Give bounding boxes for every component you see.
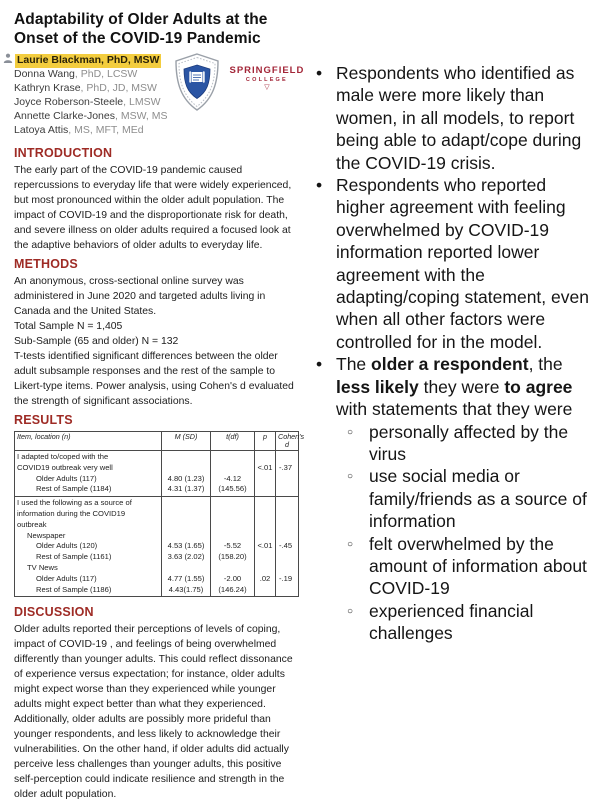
table-line: Rest of Sample (1186) (36, 584, 112, 594)
key-findings-column (309, 62, 589, 645)
poster-title: Adaptability of Older Adults at the Onset of the COVID-19 Pandemic (14, 11, 268, 48)
col-header-msd: M (SD) (162, 431, 211, 450)
discussion-heading: DISCUSSION (14, 605, 94, 620)
table-line: Rest of Sample (1184) (36, 484, 112, 494)
key-finding-item (309, 174, 589, 353)
table-row-information-sources (15, 497, 299, 597)
key-finding-item (309, 62, 589, 174)
results-heading: RESULTS (14, 412, 73, 427)
table-value: 4.53 (1.65) (167, 541, 205, 551)
col-header-cohens-d: Cohen's d (276, 431, 299, 450)
table-value: -.19 (279, 573, 293, 583)
table-line: Rest of Sample (1161) (36, 552, 112, 562)
introduction-heading: INTRODUCTION (14, 145, 113, 160)
table-line: I adapted to/coped with the (17, 451, 109, 461)
col-header-p: p (255, 431, 276, 450)
table-value: -2.00 (223, 573, 242, 583)
table-value: 4.31 (1.37) (167, 484, 205, 494)
key-findings-list (309, 62, 589, 645)
table-line: Newspaper (27, 530, 66, 540)
table-value: -4.12 (223, 473, 242, 483)
methods-body-1: An anonymous, cross-sectional online survey was administered in June 2020 and targeted adults living in Canada and the United States. (14, 275, 266, 317)
tdf-cell (211, 450, 255, 496)
table-value: (145.56) (218, 484, 247, 494)
table-line: TV News (27, 562, 58, 572)
presenter-person-icon (3, 53, 13, 68)
key-finding-sub-item (345, 421, 589, 466)
author-line: Annette Clarke-Jones, MSW, MS (14, 109, 168, 122)
key-finding-sub-item (345, 533, 589, 600)
author-line: Latoya Attis, MS, MFT, MEd (14, 123, 144, 136)
p-cell (255, 497, 276, 597)
msd-cell (162, 497, 211, 597)
author-line: Joyce Roberson-Steele, LMSW (14, 95, 161, 108)
msd-cell (162, 450, 211, 496)
sub-sample-line: Sub-Sample (65 and older) N = 132 (14, 335, 179, 347)
table-value: 4.77 (1.55) (167, 573, 205, 583)
author-list (14, 53, 167, 137)
authors-and-logo-row (14, 53, 305, 137)
table-header-row (15, 431, 299, 450)
presenter-author[interactable] (3, 53, 167, 68)
poster-left-column (14, 10, 305, 802)
key-finding-text: Respondents who reported higher agreement with feeling overwhelmed by COVID-19 information reported lower agreement with the adapting/coping statement, even when all other factors were controlled for in the model. (336, 175, 589, 352)
table-line: Older Adults (120) (36, 541, 98, 551)
key-finding-text: Respondents who identified as male were more likely than women, in all models, to report being able to adapt/cope during the COVID-19 crisis. (336, 63, 582, 173)
table-line: Older Adults (117) (36, 473, 97, 483)
item-cell (15, 497, 162, 597)
wordmark-line1: SPRINGFIELD (229, 65, 305, 77)
key-finding-text: The older a respondent, the less likely they were to agree with statements that they were (336, 354, 573, 420)
table-value: <.01 (257, 541, 273, 551)
presenter-highlight: Laurie Blackman, PhD, MSW (17, 53, 160, 66)
table-value: 4.80 (1.23) (167, 473, 205, 483)
p-cell (255, 450, 276, 496)
total-sample-line: Total Sample N = 1,405 (14, 320, 123, 332)
item-cell (15, 450, 162, 496)
wordmark-triangle-icon: ▽ (264, 84, 270, 92)
wordmark-line2: COLLEGE (245, 77, 288, 84)
col-header-tdf: t(df) (211, 431, 255, 450)
table-line: Older Adults (117) (36, 573, 97, 583)
results-table (14, 431, 305, 598)
springfield-college-wordmark (229, 65, 304, 137)
methods-body-2: T-tests identified significant differences between the older adult subsample responses and the rest of the sample to Likert-type items. Power analysis, using Cohen's d evaluated the strength of significant associations. (14, 350, 294, 407)
sub-item-text: experienced financial challenges (369, 600, 534, 644)
table-line: COVID19 outbreak very well (17, 462, 113, 472)
methods-heading: METHODS (14, 256, 78, 271)
table-value: .02 (259, 573, 271, 583)
table-value: <.01 (257, 462, 273, 472)
key-finding-sub-list (336, 421, 589, 645)
table-value: -.45 (279, 541, 293, 551)
introduction-body: The early part of the COVID-19 pandemic caused repercussions to everyday life that were widely experienced, but most pronounced within the older adult population. The impact of COVID-19 and the disproportionate risk for death, and severe illness on older adults required a focused look at the adaptive behaviors of older adults to everyday life. (14, 164, 292, 251)
table-line: outbreak (17, 519, 47, 529)
cohens-d-cell (276, 450, 299, 496)
sub-item-text: personally affected by the virus (369, 421, 569, 464)
table-value: 3.63 (2.02) (167, 552, 205, 562)
key-finding-sub-item (345, 600, 589, 645)
table-value: (158.20) (218, 552, 247, 562)
key-finding-item (309, 353, 589, 644)
table-value: -5.52 (223, 541, 242, 551)
springfield-college-shield-logo-icon (175, 53, 219, 137)
sub-item-text: use social media or family/friends as a source of information (369, 466, 587, 532)
table-line: I used the following as a source of (17, 498, 132, 508)
col-header-item: Item, location (n) (15, 431, 162, 450)
tdf-cell (211, 497, 255, 597)
table-row-adapted-coped (15, 450, 299, 496)
discussion-body: Older adults reported their perceptions of levels of coping, impact of COVID-19 , and feelings of being overwhelmed differently than younger adults. This could reflect dissonance of experience versus expectation; for instance, older adults might expect worse than they experienced while younger adults might expect better than what they experienced. Additionally, older adults are possibly more prideful than younger respondents, and less likely to acknowledge their vulnerabilities. On the other hand, if older adults did actually perceive less challenges than younger adults, this positive self-perception could indicate resilience and strength in the older adult population. (14, 624, 293, 801)
table-value: 4.43(1.75) (168, 584, 204, 594)
table-line: information during the COVID19 (17, 508, 126, 518)
sub-item-text: felt overwhelmed by the amount of information about COVID-19 (369, 533, 587, 599)
author-line: Kathryn Krase, PhD, JD, MSW (14, 81, 157, 94)
table-value: -.37 (279, 462, 293, 472)
key-finding-sub-item (345, 465, 589, 532)
cohens-d-cell (276, 497, 299, 597)
table-value: (146.24) (218, 584, 247, 594)
author-line: Donna Wang, PhD, LCSW (14, 68, 138, 81)
